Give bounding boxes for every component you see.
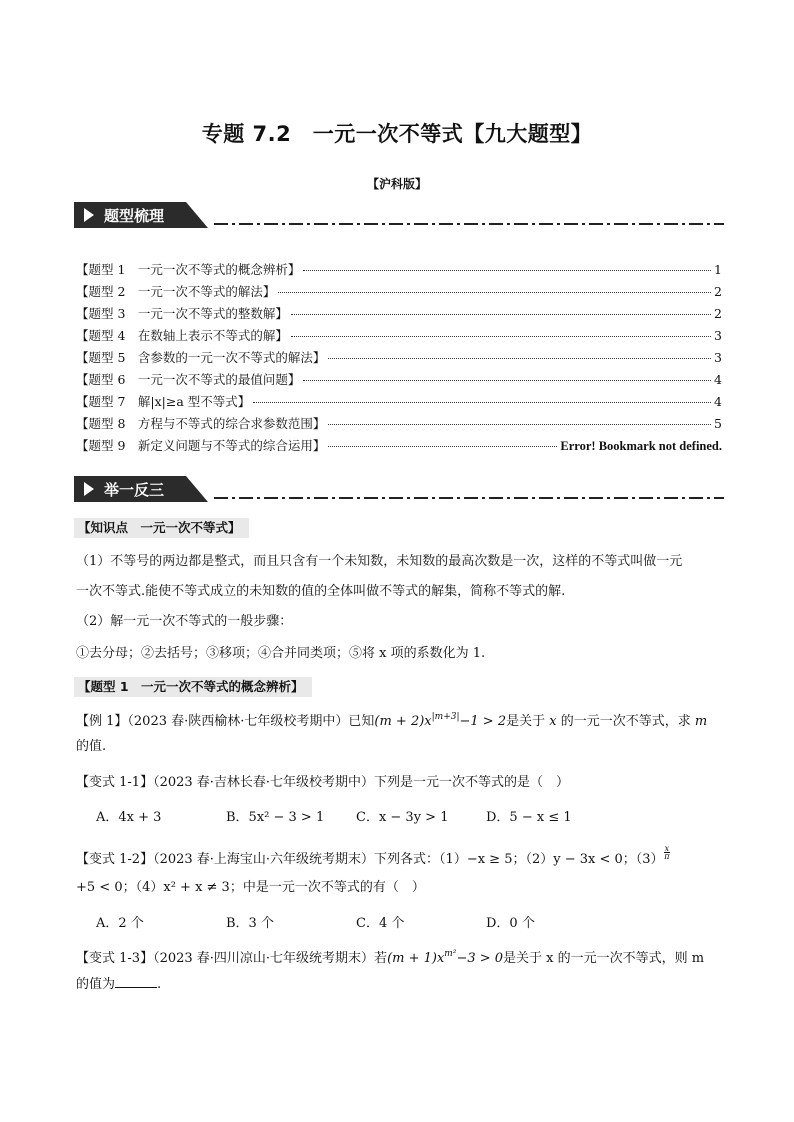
example-1: 【例 1】（2023 春·陕西榆林·七年级校考期中）已知$(m + 2)x^{|m+3|}-1 > 2$是关于 x 的一元一次不等式，求 m: [76, 712, 708, 729]
toc-item[interactable]: 【题型 3 一元一次不等式的整数解】 2: [76, 306, 722, 321]
document-subtitle: 【沪科版】: [366, 177, 427, 191]
knowledge-paragraph-1: （1）不等号的两边都是整式，而且只含有一个未知数，未知数的最高次数是一次，这样的不等式叫做一元: [76, 554, 683, 569]
option-a[interactable]: A．4x + 3: [96, 810, 162, 825]
toc-item[interactable]: 【题型 2 一元一次不等式的解法】 2: [76, 284, 722, 299]
toc-item[interactable]: 【题型 5 含参数的一元一次不等式的解法】 3: [76, 350, 722, 365]
option-c[interactable]: C．x − 3y > 1: [356, 810, 449, 825]
variant-1-2-line2: +5 < 0；（4）x² + x ≠ 3；中是一元一次不等式的有（ ）: [76, 880, 425, 895]
variant-1-1-options: [96, 806, 716, 825]
knowledge-paragraph-3: ①去分母；②去括号；③移项；④合并同类项；⑤将 x 项的系数化为 1.: [76, 646, 486, 661]
table-of-contents: [76, 260, 722, 458]
option-b[interactable]: B．5x² − 3 > 1: [226, 810, 325, 825]
type1-heading: 【题型 1 一元一次不等式的概念辨析】: [74, 677, 312, 697]
option-c[interactable]: C．4 个: [356, 916, 405, 931]
banner-dash-line: [214, 497, 724, 499]
banner-label: 举一反三: [104, 481, 165, 499]
answer-blank[interactable]: [115, 975, 157, 988]
variant-1-2-options: [96, 912, 716, 931]
section-banner-toc: [74, 202, 724, 228]
toc-item[interactable]: 【题型 7 解|x|≥a 型不等式】 4: [76, 394, 722, 409]
option-d[interactable]: D．0 个: [486, 916, 535, 931]
knowledge-heading: 【知识点 一元一次不等式】: [74, 518, 249, 538]
option-a[interactable]: A．2 个: [96, 916, 144, 931]
toc-item[interactable]: 【题型 4 在数轴上表示不等式的解】 3: [76, 328, 722, 343]
variant-1-3-line2: 的值为 .: [76, 977, 162, 992]
knowledge-paragraph-1b: 一次不等式.能使不等式成立的未知数的值的全体叫做不等式的解集，简称不等式的解.: [76, 584, 566, 599]
toc-item[interactable]: 【题型 9 新定义问题与不等式的综合运用】 Error! Bookmark not defined.: [76, 438, 722, 453]
variant-1-1: 【变式 1-1】（2023 春·吉林长春·七年级校考期中）下列是一元一次不等式的是（ ）: [76, 775, 570, 790]
toc-item[interactable]: 【题型 6 一元一次不等式的最值问题】 4: [76, 372, 722, 387]
play-arrow-icon: [84, 208, 94, 222]
section-banner-examples: [74, 476, 724, 502]
toc-item[interactable]: 【题型 1 一元一次不等式的概念辨析】 1: [76, 262, 722, 277]
knowledge-paragraph-2: （2）解一元一次不等式的一般步骤：: [76, 614, 293, 629]
x-over-pi-fraction: $\frac{x}{\pi}$: [664, 844, 670, 861]
example-1-line2: 的值.: [76, 739, 107, 754]
play-arrow-icon: [84, 482, 94, 496]
document-title: 专题 7.2 一元一次不等式【九大题型】: [201, 122, 593, 146]
option-d[interactable]: D．5 − x ≤ 1: [486, 810, 572, 825]
variant-1-3: 【变式 1-3】（2023 春·四川凉山·七年级统考期末）若$(m + 1)x^{m^2}-3 > 0$是关于 x 的一元一次不等式，则 m: [76, 949, 705, 966]
variant-1-2: 【变式 1-2】（2023 春·上海宝山·六年级统考期末）下列各式：（1）−x ≥ 5；（2）y − 3x < 0；（3） $\frac{x}{\pi}$: [76, 844, 670, 867]
option-b[interactable]: B．3 个: [226, 916, 274, 931]
banner-label: 题型梳理: [104, 207, 165, 225]
toc-item[interactable]: 【题型 8 方程与不等式的综合求参数范围】 5: [76, 416, 722, 431]
banner-dash-line: [214, 223, 724, 225]
